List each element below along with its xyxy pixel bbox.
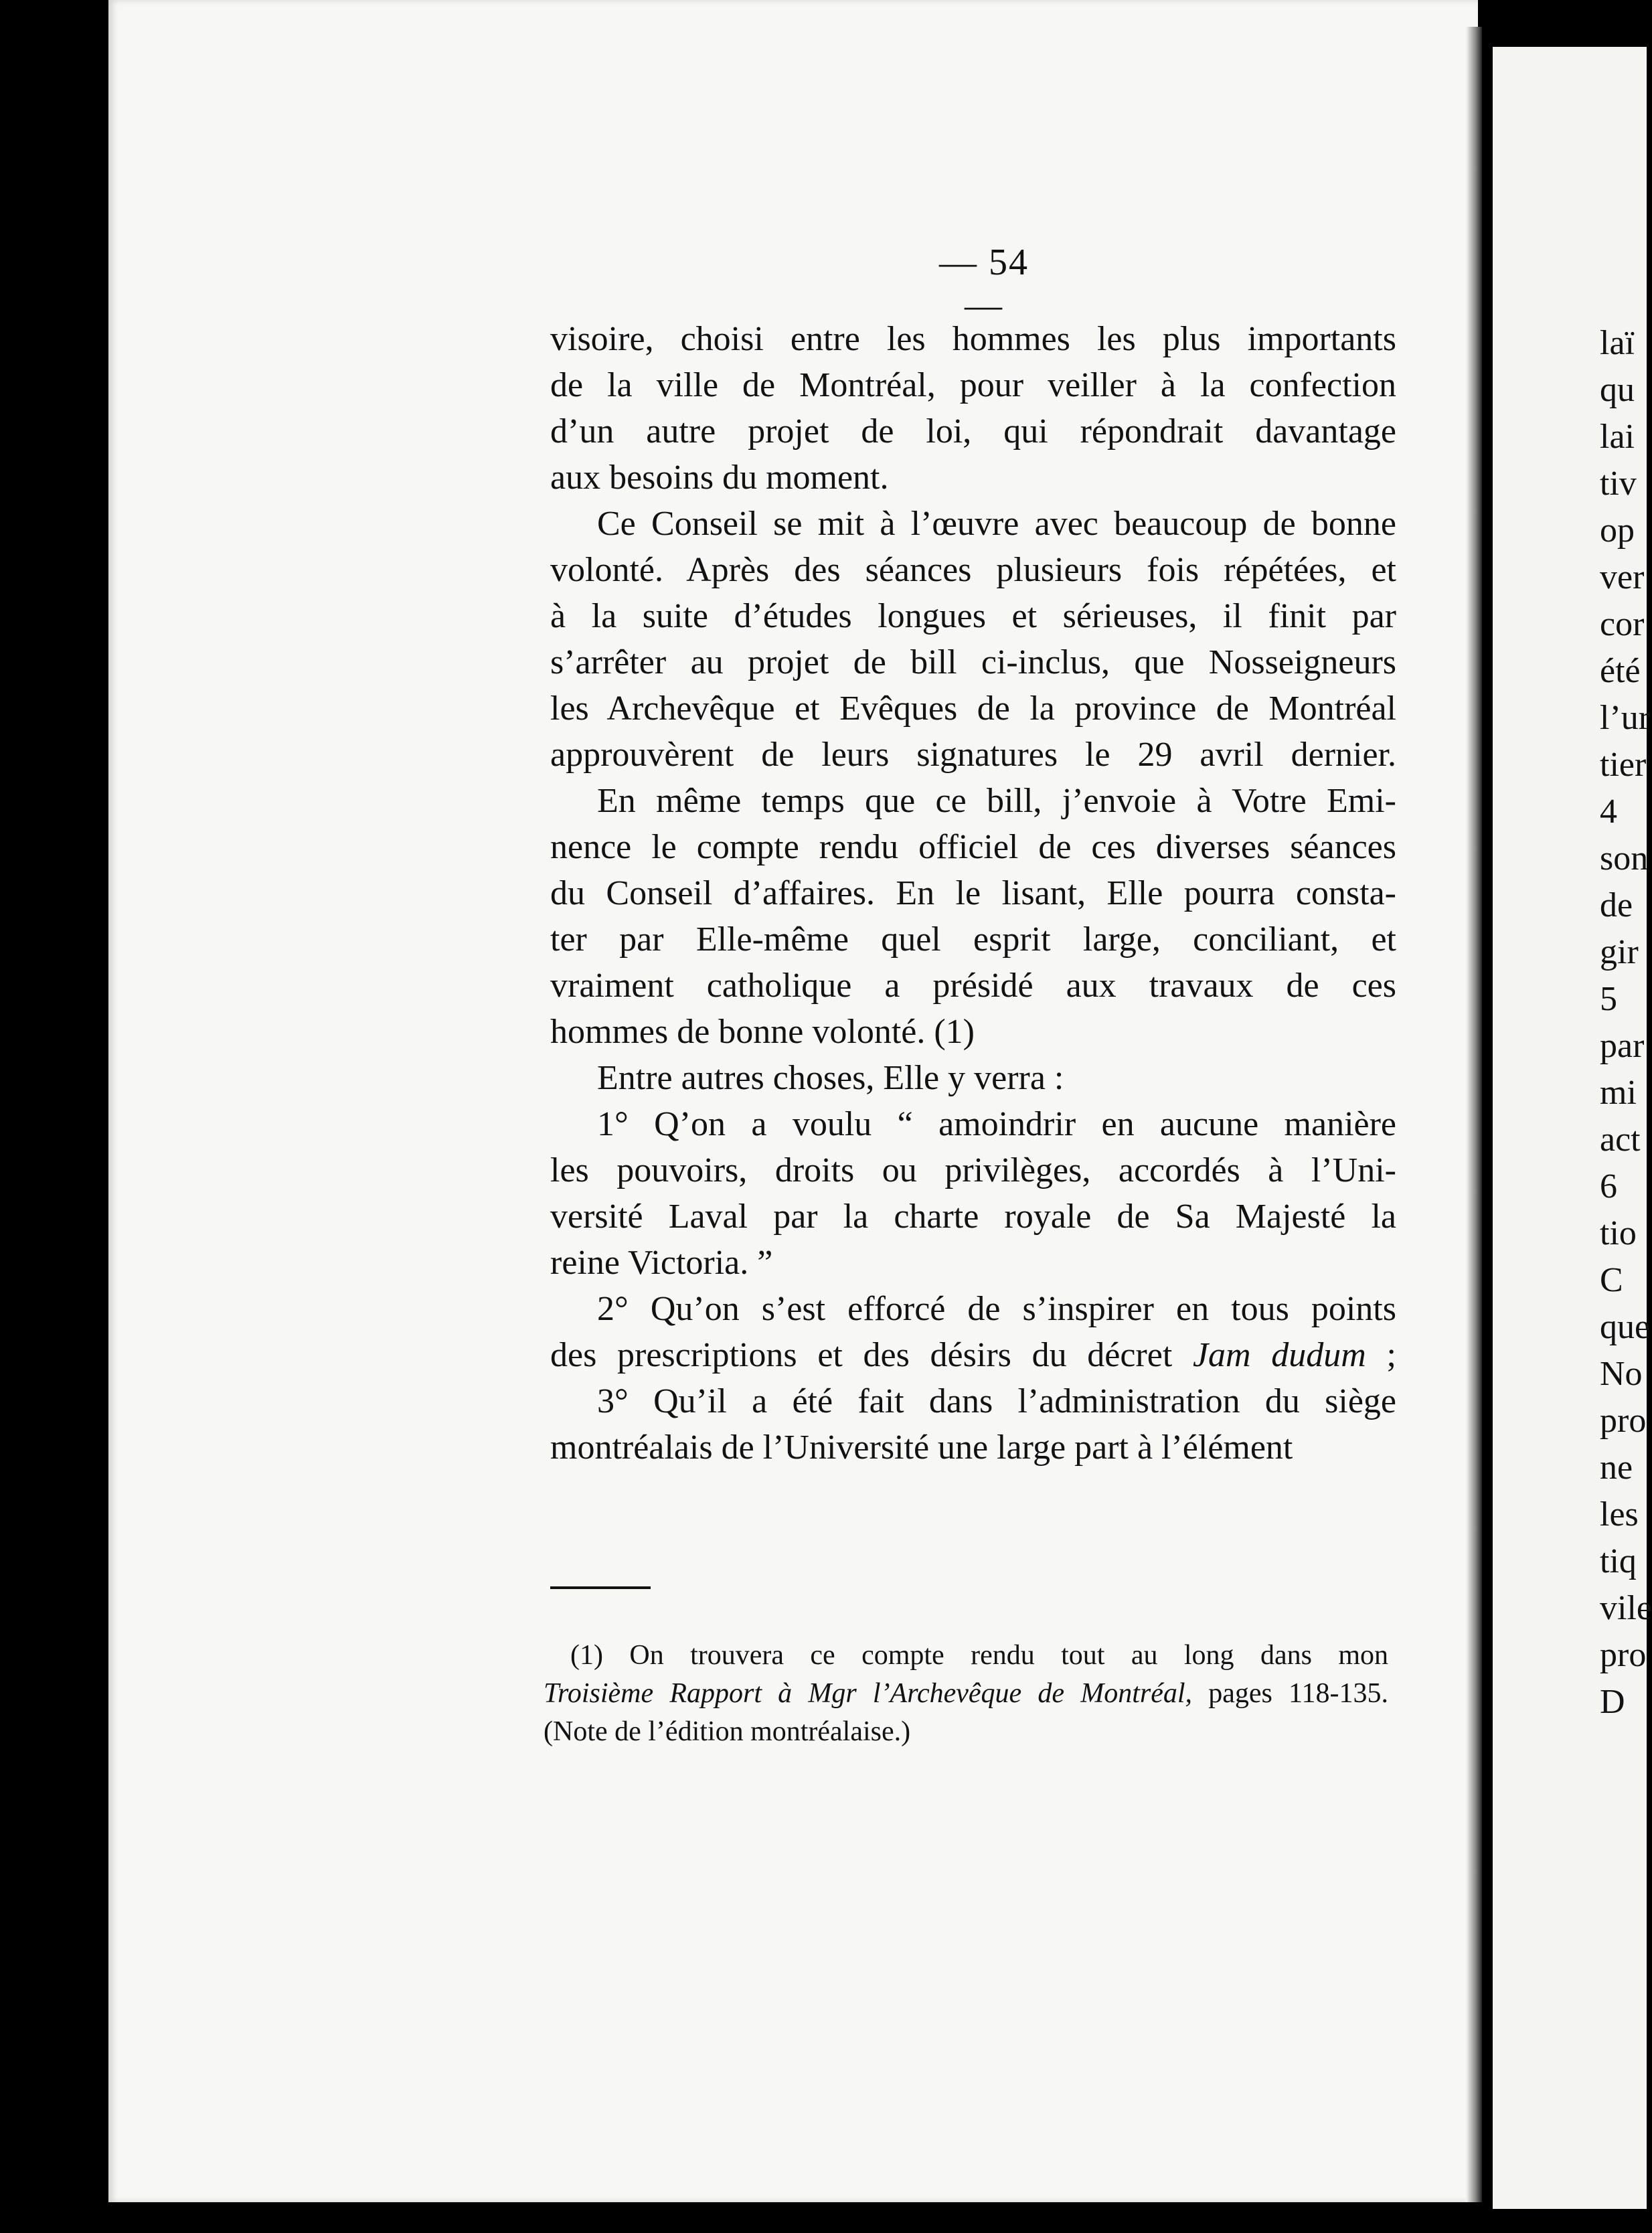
line-text: ;	[1366, 1336, 1397, 1374]
facing-page-fragment: laï	[1600, 324, 1635, 362]
line: s’arrêter au projet de bill ci-inclus, que Nosseigneurs	[550, 643, 1396, 681]
facing-page-fragment: qu	[1600, 371, 1635, 409]
line: En même temps que ce bill, j’envoie à Votre Emi-	[597, 782, 1396, 820]
footnote	[544, 1637, 1388, 1751]
line: ter par Elle-même quel esprit large, conciliant, et	[550, 920, 1396, 959]
facing-page-fragment: No	[1600, 1355, 1643, 1393]
facing-page-text-fragments	[1600, 320, 1652, 1726]
facing-page-fragment: gir	[1600, 933, 1639, 971]
line-text: des prescriptions et des désirs du décret	[550, 1336, 1193, 1374]
facing-page-fragment: pro	[1600, 1402, 1647, 1440]
line: aux besoins du moment.	[550, 459, 889, 497]
facing-page-fragment: 5	[1600, 980, 1617, 1018]
line: reine Victoria. ”	[550, 1244, 773, 1282]
line: les Archevêque et Evêques de la province de Montréal	[550, 689, 1396, 728]
facing-page-fragment: par	[1600, 1027, 1645, 1065]
facing-page-fragment: act	[1600, 1121, 1641, 1159]
line: d’un autre projet de loi, qui répondrait davantage	[550, 412, 1396, 450]
footnote-line: (Note de l’édition montréalaise.)	[544, 1716, 911, 1747]
facing-page-fragment: C	[1600, 1261, 1623, 1299]
footnote-line	[544, 1675, 1388, 1713]
facing-page-fragment: tier	[1600, 746, 1647, 784]
line: hommes de bonne volonté. (1)	[550, 1013, 975, 1051]
facing-page-fragment: été	[1600, 652, 1641, 690]
facing-page-fragment: D	[1600, 1683, 1625, 1721]
facing-page-fragment: lai	[1600, 418, 1635, 456]
facing-page-fragment: que	[1600, 1308, 1651, 1346]
facing-page-fragment: mi	[1600, 1074, 1637, 1112]
facing-page-fragment: son	[1600, 839, 1649, 878]
line: Entre autres choses, Elle y verra :	[597, 1059, 1064, 1097]
facing-page-fragment: tiq	[1600, 1542, 1637, 1580]
footnote-text: pages 118-135.	[1192, 1678, 1388, 1709]
footnote-line: (1) On trouvera ce compte rendu tout au long dans mon	[570, 1640, 1388, 1671]
facing-page-fragment: cor	[1600, 605, 1645, 643]
line	[550, 1332, 1396, 1378]
italic-title: Jam dudum	[1192, 1336, 1366, 1374]
facing-page-fragment: tiv	[1600, 465, 1637, 503]
facing-page-fragment: op	[1600, 511, 1635, 550]
line: volonté. Après des séances plusieurs fois répétées, et	[550, 551, 1396, 589]
facing-page-fragment: l’ur	[1600, 699, 1651, 737]
line: Ce Conseil se mit à l’œuvre avec beaucoup de bonne	[597, 505, 1396, 543]
line: montréalais de l’Université une large part à l’élément	[550, 1428, 1293, 1467]
facing-page-fragment: 4	[1600, 793, 1617, 831]
facing-page-fragment: vile	[1600, 1589, 1652, 1627]
line: vraiment catholique a présidé aux travaux de ces	[550, 967, 1396, 1005]
line: versité Laval par la charte royale de Sa Majesté la	[550, 1197, 1396, 1236]
facing-page-fragment: tio	[1600, 1214, 1637, 1252]
line: de la ville de Montréal, pour veiller à la confection	[550, 366, 1396, 404]
facing-page-fragment: pro	[1600, 1636, 1647, 1674]
facing-page-fragment: les	[1600, 1495, 1639, 1534]
line: visoire, choisi entre les hommes les plus importants	[550, 320, 1396, 358]
line: du Conseil d’affaires. En le lisant, Elle pourra consta-	[550, 874, 1396, 912]
page-number: — 54 —	[939, 242, 1029, 326]
facing-page-fragment: 6	[1600, 1167, 1617, 1206]
facing-page-fragment: ver	[1600, 558, 1645, 596]
line: 2° Qu’on s’est efforcé de s’inspirer en tous points	[597, 1290, 1396, 1328]
facing-page-fragment: de	[1600, 886, 1633, 924]
footnote-separator	[550, 1586, 651, 1589]
page-gutter-shadow	[1466, 27, 1482, 2202]
facing-page-fragment: ne	[1600, 1449, 1633, 1487]
line: approuvèrent de leurs signatures le 29 avril dernier.	[550, 736, 1396, 774]
line: nence le compte rendu officiel de ces diverses séances	[550, 828, 1396, 866]
body-text	[550, 316, 1396, 1471]
line: 3° Qu’il a été fait dans l’administration du siège	[597, 1382, 1396, 1420]
line: à la suite d’études longues et sérieuses, il finit par	[550, 597, 1396, 635]
line: les pouvoirs, droits ou privilèges, accordés à l’Uni-	[550, 1151, 1396, 1189]
line: 1° Q’on a voulu “ amoindrir en aucune manière	[597, 1105, 1396, 1143]
footnote-italic: Troisième Rapport à Mgr l’Archevêque de Montréal,	[544, 1678, 1193, 1709]
